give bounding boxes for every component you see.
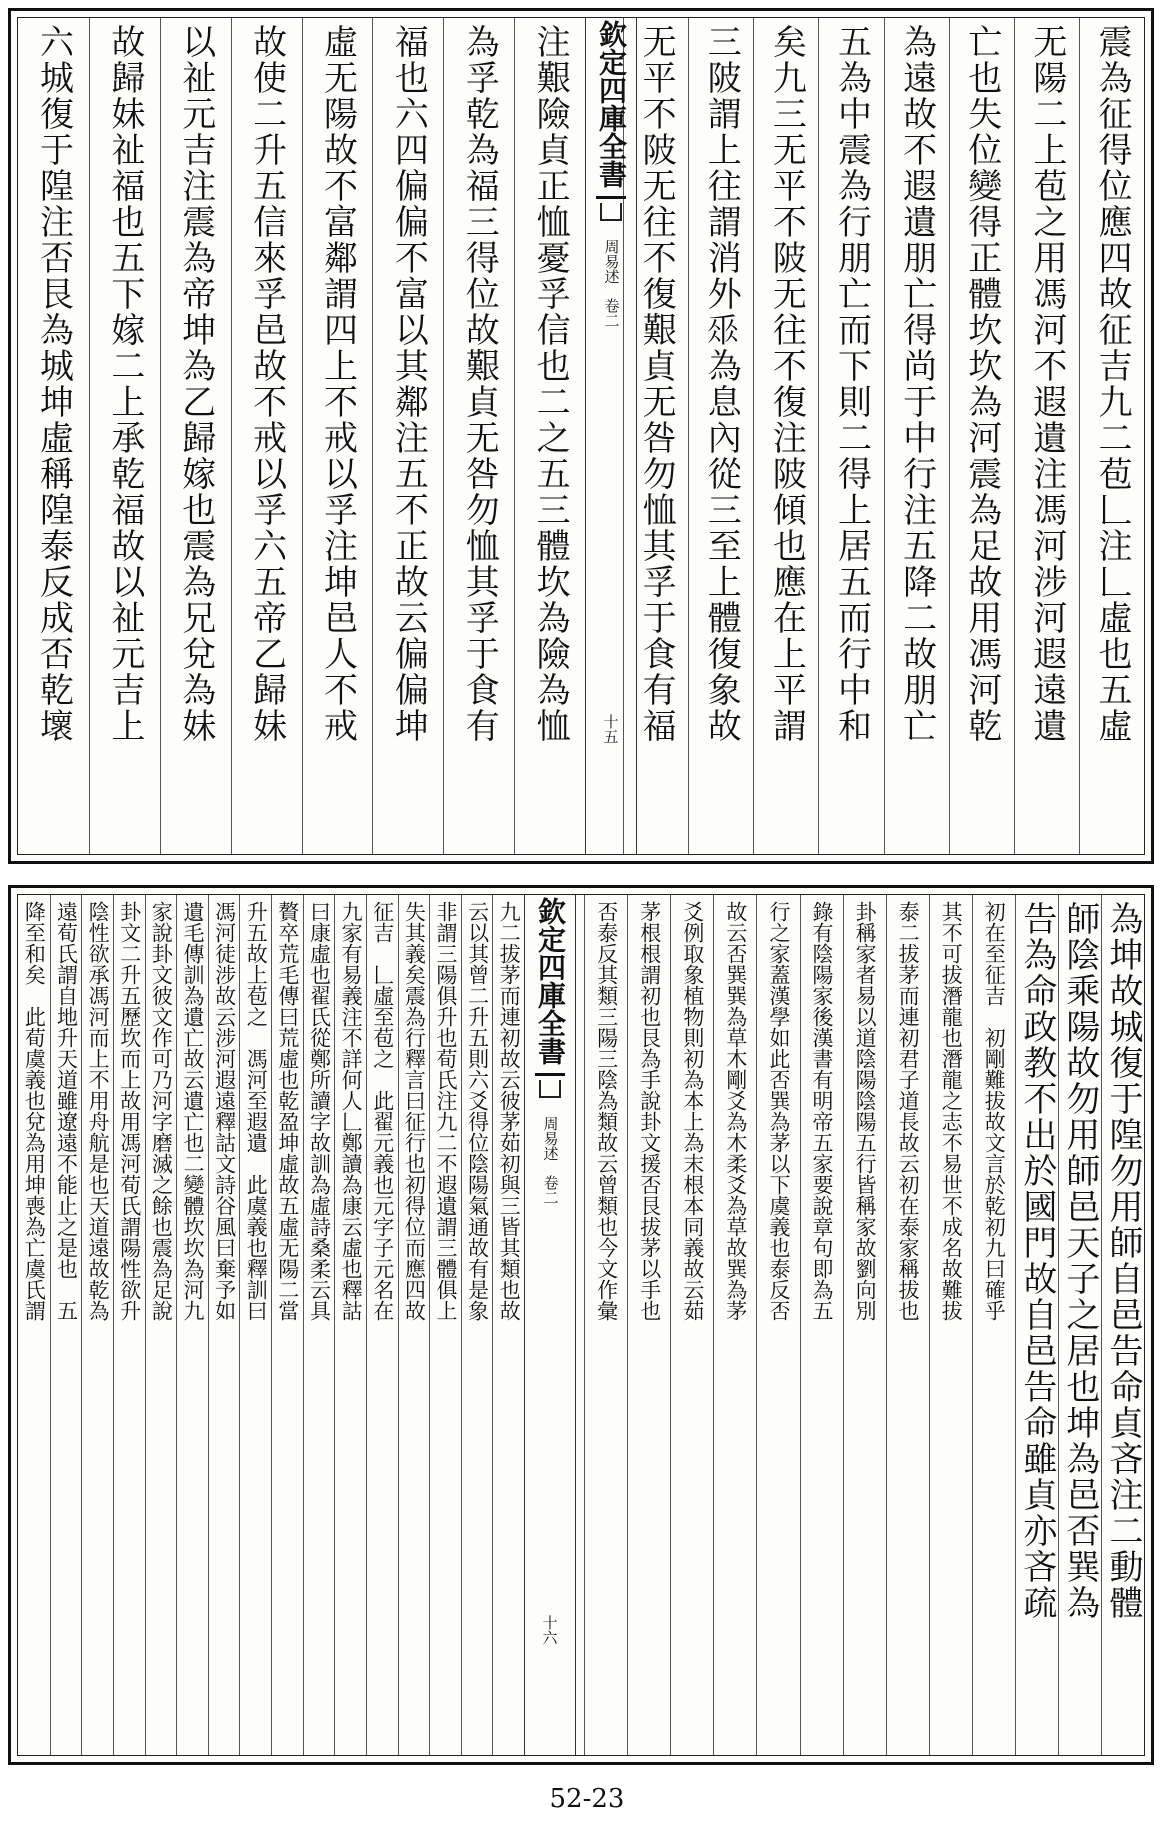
text-column: 贅卒荒毛傳曰荒虛也乾盈坤虛故五虛无陽二當 [271,895,303,1755]
text-column: 故云否巽巽為草木剛爻為木柔爻為草故巽為茅 [713,895,756,1755]
text-column: 為遠故不遐遺朋亡得尚于中行注五降二故朋亡 [884,18,949,854]
text-column: 茅根根謂初也艮為手說卦文援否艮拔茅以手也 [627,895,670,1755]
text-column: 初在至征吉 初剛難拔故文言於乾初九曰確乎 [972,895,1015,1755]
text-column: 曰康虛也翟氏從鄭所讀字故訓為虛詩桑柔云具 [303,895,335,1755]
page-number-footer: 52-23 [549,1784,625,1814]
text-column: 福也六四偏偏不富以其鄰注五不正故云偏偏坤 [372,18,443,854]
text-column: 故使二升五信來孚邑故不戒以孚六五帝乙歸妹 [231,18,302,854]
text-column: 告為命政教不出於國門故自邑告命雖貞亦吝疏 [1015,895,1058,1755]
text-column: 行之家蓋漢學如此否巽為茅以下虞義也泰反否 [756,895,799,1755]
text-column: 故歸妹祉福也五下嫁二上承乾福故以祉元吉上 [89,18,160,854]
text-column: 否泰反其類三陽三陰為類故云曾類也今文作彙 [584,895,627,1755]
upper-book-title: 周易述 [602,239,621,284]
upper-page [8,8,1154,864]
text-column: 陰性欲承馮河而上不用舟航是也天道遠故乾為 [81,895,113,1755]
text-column: 爻例取象植物則初為本上為末根本同義故云茹 [670,895,713,1755]
upper-volume: 卷二 [602,298,621,328]
lower-page [8,885,1154,1765]
text-column: 為孚乾為福三得位故艱貞无咎勿恤其孚于食有 [443,18,514,854]
text-column: 注艱險貞正恤憂孚信也二之五三體坎為險為恤 [514,18,585,854]
text-column: 震為征得位應四故征吉九二苞𠃊注𠃊虛也五虛 [1079,18,1144,854]
lower-center-title: 欽定四庫全書 [534,897,567,1065]
text-column: 九家有易義注不詳何人𠃊鄭讀為康云虛也釋詁 [334,895,366,1755]
text-column: 云以其曾二升五則六爻得位陰陽氣通故有是象 [461,895,493,1755]
text-column: 為坤故城復于隍勿用師自邑告命貞吝注二動體 [1101,895,1144,1755]
lower-left-half [18,895,524,1755]
text-column: 六城復于隍注否艮為城坤虛稱隍泰反成否乾壞 [33,24,74,744]
text-column: 卦文二升五歷坎而上故用馮河荀氏謂陽性欲升 [113,895,145,1755]
text-column: 虛无陽故不富鄰謂四上不戒以孚注坤邑人不戒 [302,18,373,854]
text-column: 九二拔茅而連初故云彼茅茹初與三皆其類也故 [492,895,524,1755]
text-column: 馮河徒涉故云涉河遐遠釋詁文詩谷風曰棄予如 [208,895,240,1755]
text-column: 征吉 𠃊虛至苞之 此翟元義也元字子元名在 [366,895,398,1755]
text-column: 亡也失位變得正體坎坎為河震為足故用馮河乾 [949,18,1014,854]
text-column: 失其義矣震為行釋言曰征行也初得位而應四故 [398,895,430,1755]
lower-volume: 卷二 [541,1175,560,1205]
lower-book-title: 周易述 [541,1116,560,1161]
upper-right-half [623,18,1144,854]
text-column: 家說卦文彼文作可乃河字磨滅之餘也震為足說 [145,895,177,1755]
upper-page-frame [17,17,1145,855]
text-column: 三陂謂上往謂消外𠂹為息內從三至上體復象故 [688,18,753,854]
text-column: 遠荀氏謂自地升天道雖遼遠不能止之是也 五 [50,895,82,1755]
text-column: 以祉元吉注震為帝坤為乙歸嫁也震為兄兌為妹 [160,18,231,854]
text-column: 矣九三无平不陂无往不復注陂傾也應在上平謂 [753,18,818,854]
upper-center-margin [585,18,637,854]
text-column: 錄有陰陽家後漢書有明帝五家要說章句即為五 [800,895,843,1755]
text-column: 遺毛傳訓為遺亡故云遺亡也二變體坎坎為河九 [176,895,208,1755]
lower-center-margin [524,895,576,1755]
text-column: 其不可拔潛龍也潛龍之志不易世不成名故難拔 [929,895,972,1755]
text-column: 无平不陂无往不復艱貞无咎勿恤其孚于食有福 [623,18,688,854]
text-column: 降至和矣 此荀虞義也兌為用坤喪為亡虞氏謂 [22,901,47,1321]
lower-folio-number: 十六 [540,1615,559,1645]
lower-page-frame [17,894,1145,1756]
text-column: 五為中震為行朋亡而下則二得上居五而行中和 [818,18,883,854]
upper-left-half [18,18,585,854]
text-column: 无陽二上苞之用馮河不遐遺注馮河涉河遐遠遺 [1014,18,1079,854]
text-column: 升五故上苞之 馮河至遐遺 此虞義也釋訓曰 [239,895,271,1755]
text-column: 非謂三陽俱升也荀氏注九二不遐遺謂三體俱上 [429,895,461,1755]
upper-folio-number: 十五 [601,714,620,744]
lower-right-half [584,895,1144,1755]
text-column: 泰二拔茅而連初君子道長故云初在泰家稱拔也 [886,895,929,1755]
text-column: 卦稱家者易以道陰陽陰陽五行皆稱家故劉向別 [843,895,886,1755]
upper-center-title: 欽定四庫全書 [595,20,628,188]
fish-tail-icon [596,196,626,225]
text-column: 師陰乘陽故勿用師邑天子之居也坤為邑否巽為 [1058,895,1101,1755]
fish-tail-icon [535,1073,565,1102]
